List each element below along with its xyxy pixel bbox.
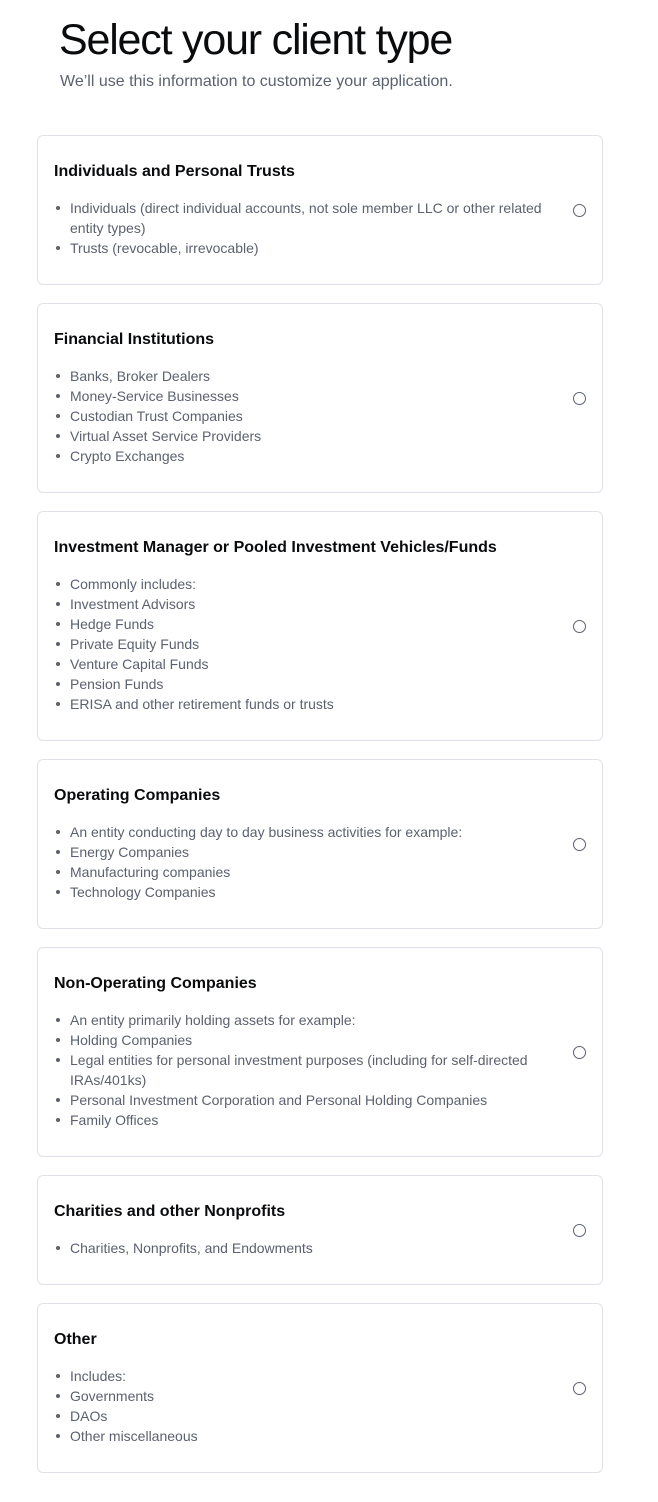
list-item: DAOs [54, 1406, 552, 1426]
list-item: Governments [54, 1386, 552, 1406]
client-type-description-list [54, 1366, 552, 1446]
client-type-option-financial-institutions[interactable] [37, 303, 603, 493]
client-type-title: Charities and other Nonprofits [54, 1203, 286, 1220]
list-item: Virtual Asset Service Providers [54, 426, 552, 446]
list-item: Holding Companies [54, 1030, 552, 1050]
client-type-description-list [54, 1010, 552, 1130]
list-item: Investment Advisors [54, 594, 552, 614]
client-type-option-other[interactable] [37, 1303, 603, 1473]
list-item: Energy Companies [54, 842, 552, 862]
page-subtitle: We’ll use this information to customize your application. [60, 73, 453, 90]
list-item: Crypto Exchanges [54, 446, 552, 466]
client-type-title: Individuals and Personal Trusts [54, 163, 295, 180]
list-item: Personal Investment Corporation and Personal Holding Companies [54, 1090, 552, 1110]
list-item: Technology Companies [54, 882, 552, 902]
list-item: Legal entities for personal investment purposes (including for self-directed IRAs/401ks) [54, 1050, 552, 1090]
radio-button[interactable] [573, 204, 586, 217]
client-type-title: Investment Manager or Pooled Investment Vehicles/Funds [54, 539, 497, 556]
list-item: Hedge Funds [54, 614, 552, 634]
list-item: Trusts (revocable, irrevocable) [54, 238, 552, 258]
list-item: Pension Funds [54, 674, 552, 694]
radio-button[interactable] [573, 392, 586, 405]
list-item: Money-Service Businesses [54, 386, 552, 406]
list-item: Private Equity Funds [54, 634, 552, 654]
radio-button[interactable] [573, 838, 586, 851]
client-type-description-list [54, 366, 552, 466]
client-type-option-individuals[interactable] [37, 135, 603, 285]
client-type-option-non-operating-companies[interactable] [37, 947, 603, 1157]
client-type-option-operating-companies[interactable] [37, 759, 603, 929]
client-type-title: Non-Operating Companies [54, 975, 257, 992]
list-item: Banks, Broker Dealers [54, 366, 552, 386]
list-item: An entity primarily holding assets for example: [54, 1010, 552, 1030]
list-item: Venture Capital Funds [54, 654, 552, 674]
list-item: ERISA and other retirement funds or trusts [54, 694, 552, 714]
list-item: Family Offices [54, 1110, 552, 1130]
list-item: Includes: [54, 1366, 552, 1386]
client-type-description-list [54, 822, 552, 902]
client-type-list [37, 135, 603, 1491]
list-item: Commonly includes: [54, 574, 552, 594]
radio-button[interactable] [573, 1224, 586, 1237]
list-item: Manufacturing companies [54, 862, 552, 882]
list-item: An entity conducting day to day business activities for example: [54, 822, 552, 842]
radio-button[interactable] [573, 620, 586, 633]
client-type-option-charities[interactable] [37, 1175, 603, 1285]
radio-button[interactable] [573, 1382, 586, 1395]
client-type-description-list [54, 574, 552, 714]
list-item: Custodian Trust Companies [54, 406, 552, 426]
client-type-title: Other [54, 1331, 97, 1348]
list-item: Charities, Nonprofits, and Endowments [54, 1238, 552, 1258]
client-type-description-list [54, 1238, 552, 1258]
client-type-title: Financial Institutions [54, 331, 215, 348]
client-type-description-list [54, 198, 552, 258]
radio-button[interactable] [573, 1046, 586, 1059]
client-type-option-investment-manager[interactable] [37, 511, 603, 741]
page-title: Select your client type [59, 16, 453, 64]
client-type-title: Operating Companies [54, 787, 221, 804]
list-item: Other miscellaneous [54, 1426, 552, 1446]
list-item: Individuals (direct individual accounts, not sole member LLC or other related entity types) [54, 198, 552, 238]
